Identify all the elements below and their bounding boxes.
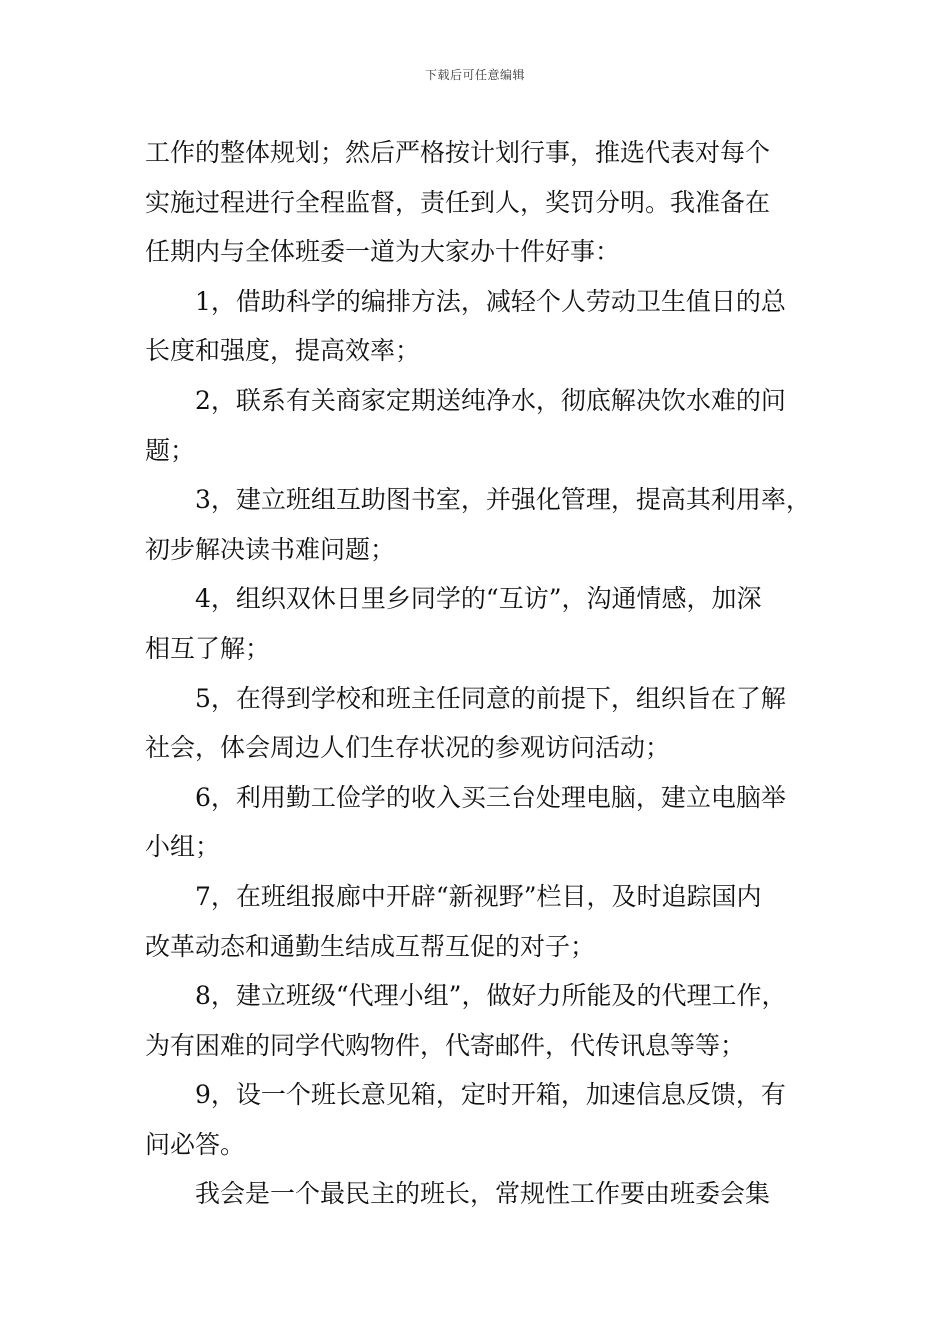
text-line: 问必答。 — [145, 1129, 246, 1159]
text-line: 3，建立班组互助图书室，并强化管理，提高其利用率， — [195, 485, 811, 515]
text-line: 初步解决读书难问题； — [145, 534, 396, 564]
text-line: 6，利用勤工俭学的收入买三台处理电脑，建立电脑举 — [195, 782, 786, 812]
text-line: 实施过程进行全程监督，责任到人，奖罚分明。我准备在 — [145, 187, 771, 217]
text-line: 5，在得到学校和班主任同意的前提下，组织旨在了解 — [195, 683, 786, 713]
text-line: 9，设一个班长意见箱，定时开箱，加速信息反馈，有 — [195, 1080, 786, 1110]
text-line: 7，在班组报廊中开辟“新视野”栏目，及时追踪国内 — [195, 881, 762, 911]
text-line: 1，借助科学的编排方法，减轻个人劳动卫生值日的总 — [195, 286, 786, 316]
text-line: 任期内与全体班委一道为大家办十件好事： — [145, 237, 621, 267]
text-line: 改革动态和通勤生结成互帮互促的对子； — [145, 931, 596, 961]
text-line: 小组； — [145, 832, 221, 862]
text-line: 长度和强度，提高效率； — [145, 336, 421, 366]
text-line: 8，建立班级“代理小组”，做好力所能及的代理工作， — [195, 981, 787, 1011]
text-line: 2，联系有关商家定期送纯净水，彻底解决饮水难的问 — [195, 385, 786, 415]
text-line: 工作的整体规划；然后严格按计划行事，推选代表对每个 — [145, 138, 771, 167]
document-body — [145, 128, 815, 1219]
text-line: 我会是一个最民主的班长，常规性工作要由班委会集 — [195, 1179, 771, 1209]
text-line: 4，组织双休日里乡同学的“互访”，沟通情感，加深 — [195, 584, 762, 614]
text-line: 相互了解； — [145, 633, 271, 663]
page-header: 下载后可任意编辑 — [424, 68, 525, 82]
text-line: 题； — [145, 435, 196, 465]
text-line: 社会，体会周边人们生存状况的参观访问活动； — [145, 733, 671, 763]
text-line: 为有困难的同学代购物件，代寄邮件，代传讯息等等； — [145, 1030, 746, 1060]
